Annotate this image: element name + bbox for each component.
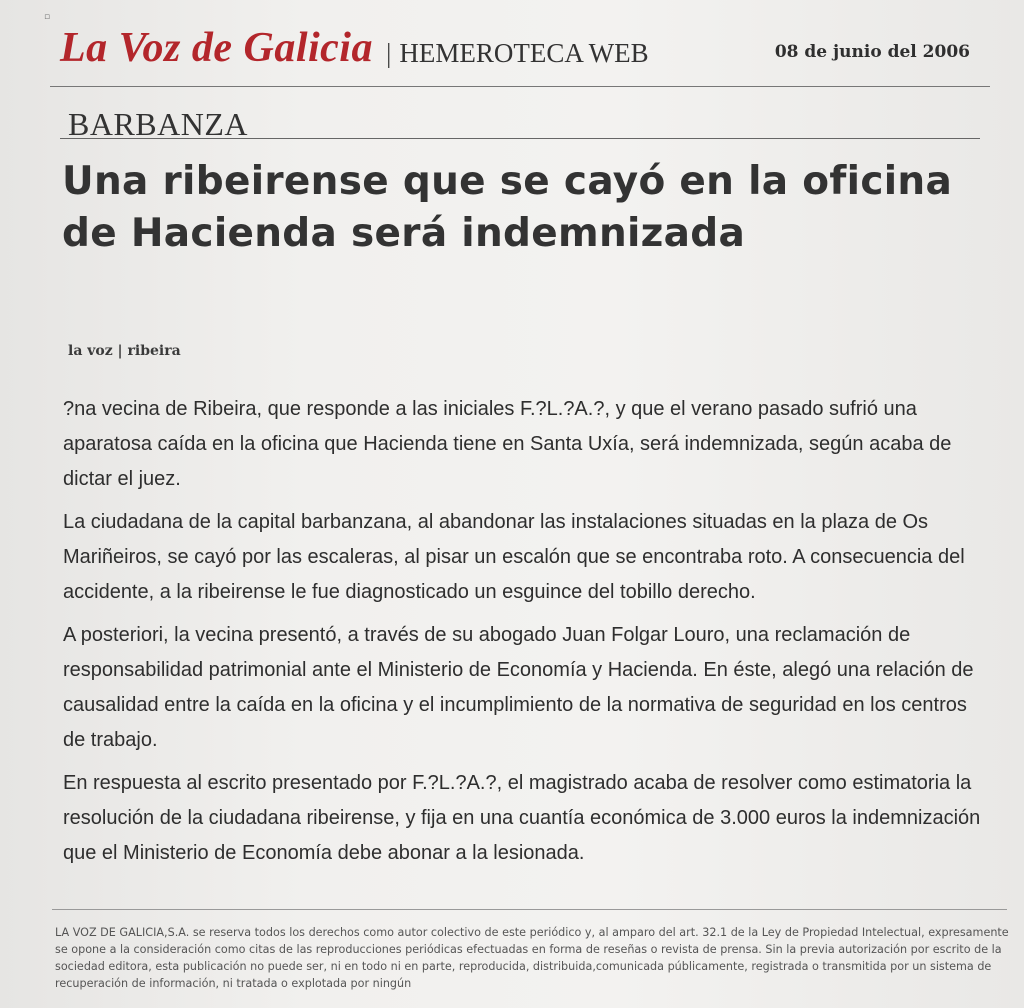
- article-headline: Una ribeirense que se cayó en la oficina de Hacienda será indemnizada: [62, 159, 953, 256]
- masthead-separator: |: [386, 38, 392, 68]
- corner-icon: ▫: [44, 12, 51, 22]
- newspaper-logo[interactable]: La Voz de Galicia: [60, 25, 373, 71]
- masthead: [60, 22, 980, 80]
- publication-date: 08 de junio del 2006: [774, 42, 970, 62]
- article-byline: la voz | ribeira: [68, 343, 181, 359]
- article-paragraph: ?na vecina de Ribeira, que responde a las iniciales F.?L.?A.?, y que el verano pasado sufrió una aparatosa caída en la oficina que Hacienda tiene en Santa Uxía, será indemnizada, según acaba de dictar el juez.: [63, 398, 952, 490]
- footer-divider: [52, 909, 1007, 910]
- section-divider: [60, 138, 980, 139]
- hemeroteca-title: [386, 38, 649, 69]
- hemeroteca-label: HEMEROTECA WEB: [399, 38, 649, 68]
- section-title[interactable]: BARBANZA: [68, 106, 249, 142]
- article-body: [63, 392, 993, 879]
- masthead-divider: [50, 86, 990, 87]
- article-paragraph: En respuesta al escrito presentado por F.?L.?A.?, el magistrado acaba de resolver como estimatoria la resolución de la ciudadana ribeirense, y fija en una cuantía económica de 3.000 euros la indemnización que el Ministerio de Economía debe abonar a la lesionada.: [63, 772, 981, 864]
- copyright-notice: LA VOZ DE GALICIA,S.A. se reserva todos los derechos como autor colectivo de este periódico y, al amparo del art. 32.1 de la Ley de Propiedad Intelectual, expresamente se opone a la consideración como citas de las reproducciones periódicas efectuadas en forma de reseñas o revista de prensa. Sin la previa autorización por escrito de la sociedad editora, esta publicación no puede ser, ni en todo ni en parte, reproducida, distribuida,comunicada públicamente, registrada o transmitida por un sistema de recuperación de información, ni tratada o explotada por ningún: [55, 926, 1009, 990]
- article-paragraph: A posteriori, la vecina presentó, a través de su abogado Juan Folgar Louro, una reclamación de responsabilidad patrimonial ante el Ministerio de Economía y Hacienda. En éste, alegó una relación de causalidad entre la caída en la oficina y el incumplimiento de la normativa de seguridad en los centros de trabajo.: [63, 624, 974, 751]
- article-paragraph: La ciudadana de la capital barbanzana, al abandonar las instalaciones situadas en la plaza de Os Mariñeiros, se cayó por las escaleras, al pisar un escalón que se encontraba roto. A consecuencia del accidente, a la ribeirense le fue diagnosticado un esguince del tobillo derecho.: [63, 511, 965, 603]
